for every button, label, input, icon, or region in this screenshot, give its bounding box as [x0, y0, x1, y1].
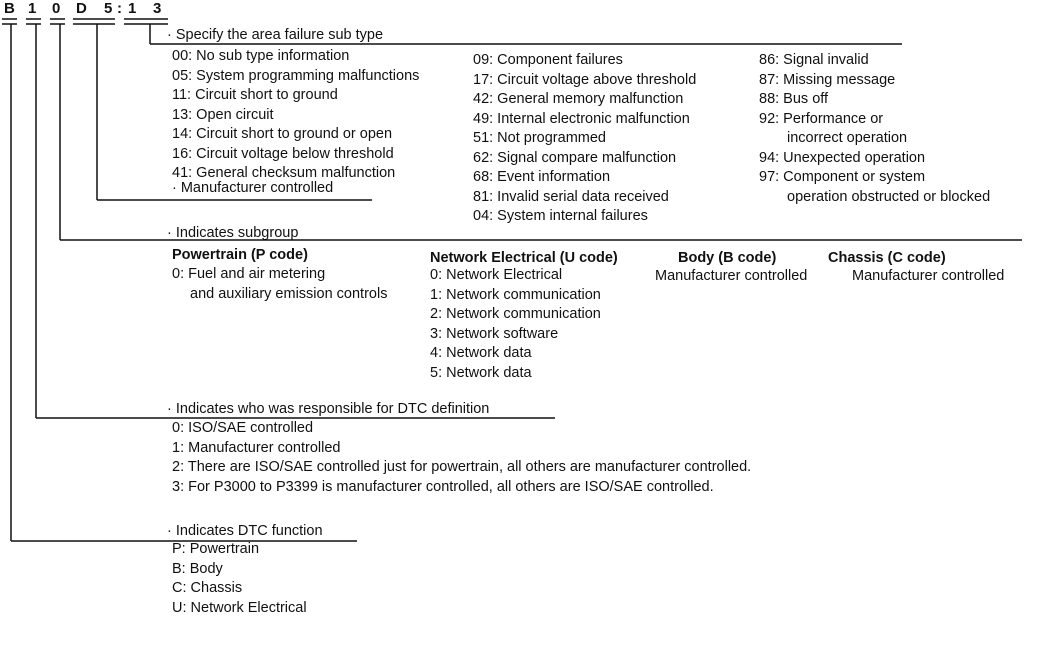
powertrain-line-1: 0: Fuel and air metering — [172, 266, 326, 282]
list-item: operation obstructed or blocked — [787, 188, 991, 205]
subtype-column-2 — [473, 51, 696, 227]
list-item: U: Network Electrical — [172, 599, 307, 616]
subtype-heading: · Specify the area failure sub type — [167, 27, 384, 43]
list-item: 14: Circuit short to ground or open — [172, 126, 393, 142]
list-item: 13: Open circuit — [172, 106, 274, 123]
list-item: 1: Manufacturer controlled — [172, 439, 341, 456]
list-item: 3: Network software — [430, 325, 559, 342]
list-item: 94: Unexpected operation — [759, 149, 926, 166]
code-char-responsible: 1 — [28, 0, 37, 17]
list-item: P: Powertrain — [172, 541, 260, 557]
list-item: 0: ISO/SAE controlled — [172, 420, 314, 436]
list-item: 62: Signal compare malfunction — [473, 149, 677, 166]
code-char-subtype-2: 3 — [153, 0, 162, 17]
network-title: Network Electrical (U code) — [430, 250, 618, 266]
function-heading: · Indicates DTC function — [167, 523, 323, 539]
body-title: Body (B code) — [678, 250, 777, 266]
list-item: 81: Invalid serial data received — [473, 188, 669, 205]
list-item: incorrect operation — [787, 130, 908, 146]
code-char-area-2: 5 — [104, 0, 113, 17]
list-item: 92: Performance or — [759, 110, 884, 127]
manufacturer-controlled-label: · Manufacturer controlled — [172, 180, 334, 196]
list-item: 41: General checksum malfunction — [172, 165, 396, 181]
list-item: 51: Not programmed — [473, 130, 606, 146]
list-item: 86: Signal invalid — [759, 52, 869, 68]
subtype-column-3 — [759, 51, 990, 207]
responsible-list — [172, 419, 751, 497]
powertrain-title: Powertrain (P code) — [172, 247, 308, 263]
list-item: 88: Bus off — [759, 91, 829, 107]
powertrain-line-2: and auxiliary emission controls — [190, 286, 388, 302]
list-item: 87: Missing message — [759, 71, 896, 88]
list-item: B: Body — [172, 560, 223, 577]
list-item: 11: Circuit short to ground — [172, 87, 338, 103]
function-list — [172, 540, 307, 618]
subtype-column-1 — [172, 47, 419, 184]
list-item: 4: Network data — [430, 345, 532, 361]
responsible-heading: · Indicates who was responsible for DTC definition — [167, 401, 490, 417]
code-char-area: D — [76, 0, 87, 17]
list-item: 49: Internal electronic malfunction — [473, 110, 690, 127]
body-value: Manufacturer controlled — [655, 268, 808, 284]
list-item: 2: Network communication — [430, 306, 601, 322]
list-item: 68: Event information — [473, 169, 611, 185]
code-char-subtype: 1 — [128, 0, 137, 17]
list-item: 0: Network Electrical — [430, 267, 563, 283]
list-item: 2: There are ISO/SAE controlled just for powertrain, all others are manufacturer controlled. — [172, 459, 752, 475]
list-item: 04: System internal failures — [473, 208, 648, 224]
list-item: 3: For P3000 to P3399 is manufacturer controlled, all others are ISO/SAE controlled. — [172, 478, 714, 495]
list-item: 17: Circuit voltage above threshold — [473, 71, 697, 88]
code-char-function: B — [4, 0, 15, 17]
list-item: 00: No sub type information — [172, 48, 350, 64]
list-item: 42: General memory malfunction — [473, 91, 684, 107]
network-list — [430, 266, 601, 383]
code-separator: : — [117, 0, 122, 17]
list-item: C: Chassis — [172, 580, 243, 596]
code-char-subgroup: 0 — [52, 0, 61, 17]
list-item: 09: Component failures — [473, 52, 623, 68]
list-item: 97: Component or system — [759, 169, 926, 185]
subgroup-heading: · Indicates subgroup — [167, 225, 299, 241]
list-item: 1: Network communication — [430, 286, 601, 303]
chassis-title: Chassis (C code) — [828, 250, 946, 266]
list-item: 16: Circuit voltage below threshold — [172, 145, 394, 162]
chassis-value: Manufacturer controlled — [852, 268, 1005, 284]
list-item: 5: Network data — [430, 364, 532, 381]
list-item: 05: System programming malfunctions — [172, 67, 420, 84]
